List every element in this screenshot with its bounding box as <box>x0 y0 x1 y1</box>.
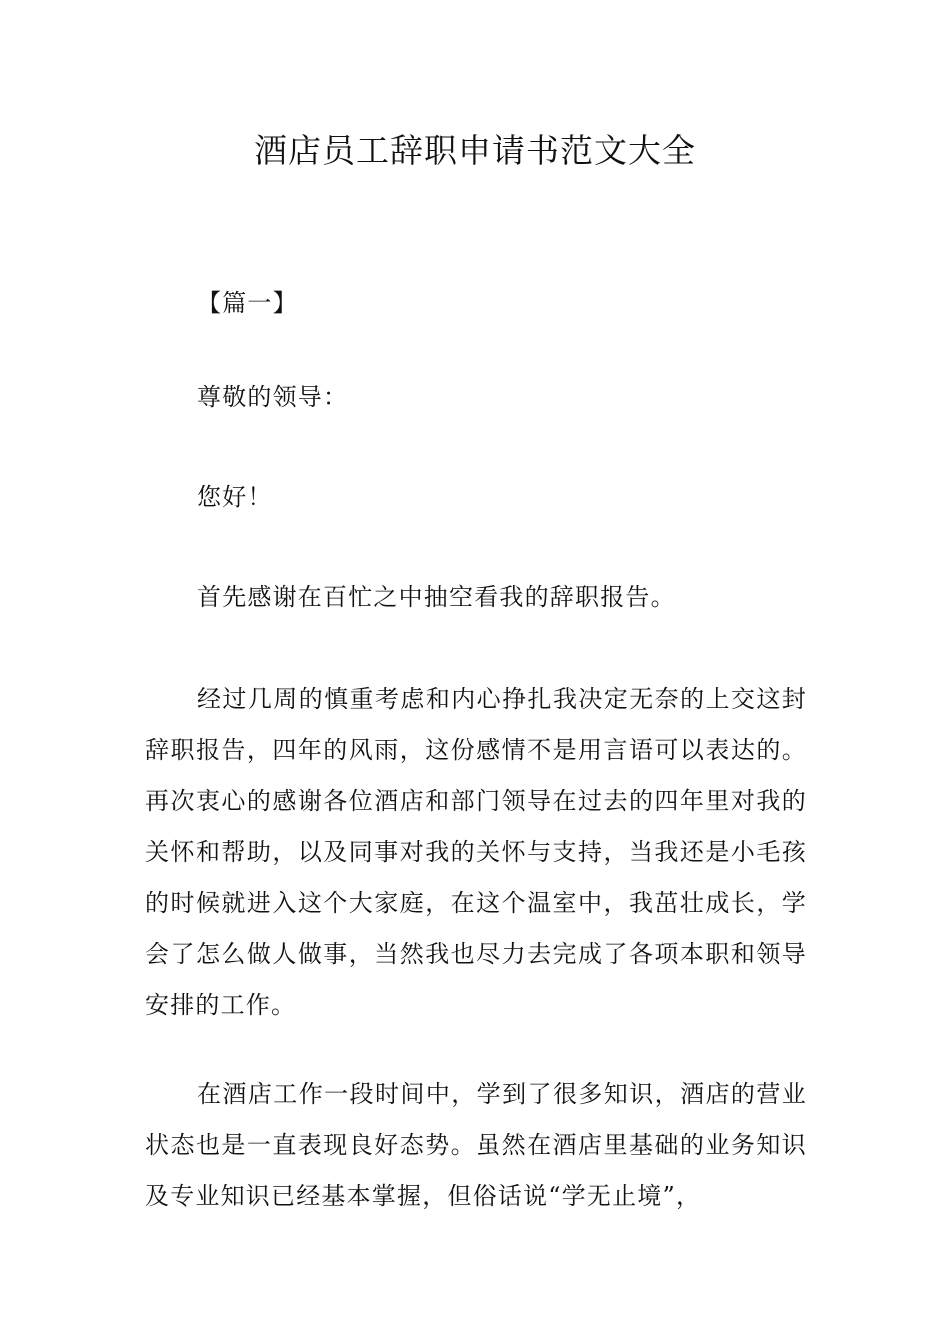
salutation: 尊敬的领导： <box>197 383 349 411</box>
paragraph-3: 在酒店工作一段时间中，学到了很多知识，酒店的营业状态也是一直表现良好态势。虽然在酒店里基础的业务知识及专业知识已经基本掌握，但俗话说“学无止境”， <box>145 1080 807 1210</box>
greeting-line: 您好！ <box>197 483 273 511</box>
paragraph-2: 经过几周的慎重考虑和内心挣扎我决定无奈的上交这封辞职报告，四年的风雨，这份感情不是用言语可以表达的。再次衷心的感谢各位酒店和部门领导在过去的四年里对我的关怀和帮助，以及同事对我的关怀与支持，当我还是小毛孩的时候就进入这个大家庭，在这个温室中，我茁壮成长，学会了怎么做人做事，当然我也尽力去完成了各项本职和领导安排的工作。 <box>145 685 807 1019</box>
section-label: 【篇一】 <box>197 289 298 317</box>
document-title: 酒店员工辞职申请书范文大全 <box>254 131 696 170</box>
paragraph-1: 首先感谢在百忙之中抽空看我的辞职报告。 <box>197 583 676 611</box>
